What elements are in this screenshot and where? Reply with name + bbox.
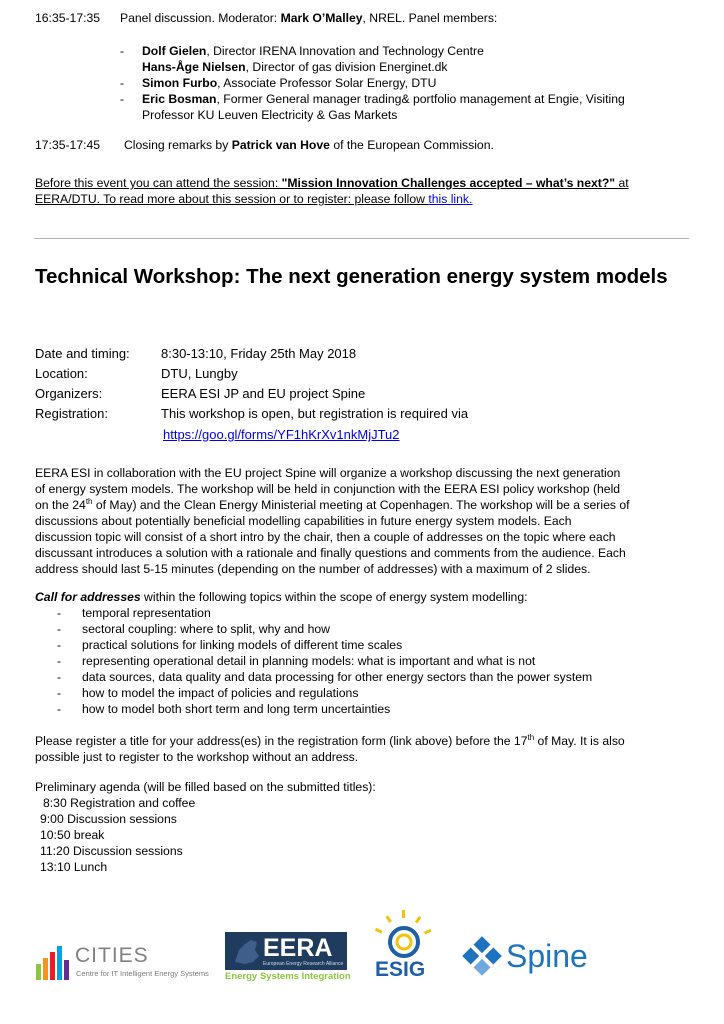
panel-member [142,59,448,75]
member-role: , Director IRENA Innovation and Technology Centre [206,44,484,58]
agenda-item: 10:50 break [40,828,105,842]
call-for-addresses [35,589,695,605]
esig-name: ESIG [375,958,426,981]
session-title: "Mission Innovation Challenges accepted – what’s next?" [281,176,616,190]
agenda-item: 9:00 Discussion sessions [40,812,177,826]
moderator-name: Mark O’Malley [280,11,363,25]
this-link[interactable]: this link. [428,192,473,206]
intro-line: of energy system models. The workshop will be held in conjunction with the EERA ESI policy workshop (held [35,482,621,496]
member-role: , Associate Professor Solar Energy, DTU [217,76,437,90]
call-rest: within the following topics within the scope of energy system modelling: [140,590,528,604]
pre-event-text: Before this event you can attend the session: [35,176,282,190]
workshop-title: Technical Workshop: The next generation energy system models [35,265,668,288]
pre-event-text2: EERA/DTU. To read more about this session or to register: please follow [35,192,429,206]
panel-member-bullet: - [120,76,125,90]
register-paragraph [35,733,695,765]
eera-name: EERA [263,934,333,962]
cities-bars-icon [33,942,73,982]
field-value-location: DTU, Lungby [161,366,238,381]
panel-member-role-cont: Professor KU Leuven Electricity & Gas Markets [142,108,398,122]
intro-line: discussions about potentially beneficial modelling capabilities in future energy system models. Each [35,514,572,528]
registration-link[interactable]: https://goo.gl/forms/YF1hKrXv1nkMjJTu2 [163,427,400,442]
member-role: , Director of gas division Energinet.dk [245,60,448,74]
member-name: Simon Furbo [142,76,218,90]
divider [34,238,689,239]
intro-line: address should last 5-15 minutes (depending on the number of addresses) with a maximum of 2 slides. [35,562,591,576]
pre-event-line2 [35,191,472,207]
intro-line [35,497,695,513]
panel-intro-tail: , NREL. Panel members: [362,11,498,25]
topic-text: how to model the impact of policies and regulations [82,686,359,700]
field-label-registration: Registration: [35,406,108,421]
member-name: Hans-Åge Nielsen [142,60,246,74]
member-role: , Former General manager trading& portfolio management at Engie, Visiting [216,92,625,106]
closing-speaker: Patrick van Hove [231,138,330,152]
closing-tail: of the European Commission. [329,138,494,152]
intro-line: discussion topic will consist of a short intro by the chair, then a couple of addresses on the topic where each [35,530,616,544]
superscript: th [527,732,535,742]
europe-map-icon [227,932,265,970]
spine-name: Spine [506,938,588,974]
register-line: possible just to register to the workshop without an address. [35,750,359,764]
field-value-organizers: EERA ESI JP and EU project Spine [161,386,366,401]
eera-subtitle: Energy Systems Integration [225,971,351,982]
field-label-date: Date and timing: [35,346,130,361]
member-name: Dolf Gielen [142,44,207,58]
topic-text: how to model both short term and long term uncertainties [82,702,391,716]
field-value-registration: This workshop is open, but registration is required via [161,406,469,421]
register-line [35,733,695,749]
panel-member-bullet: - [120,92,125,106]
superscript: th [85,496,93,506]
eera-logo [225,932,351,984]
topic-text: sectoral coupling: where to split, why and how [82,622,330,636]
esig-sun-icon [367,908,442,960]
panel-member-bullet: - [120,44,125,58]
agenda-title: Preliminary agenda (will be filled based on the submitted titles): [35,780,376,794]
spine-diamond-icon [460,934,504,978]
panel-member [142,43,484,59]
cities-logo [33,940,223,985]
intro-line: EERA ESI in collaboration with the EU project Spine will organize a workshop discussing the next generation [35,466,621,480]
cities-subtitle: Centre for IT Intelligent Energy Systems [76,969,209,978]
panel-line [35,10,100,26]
topic-text: practical solutions for linking models of different time scales [82,638,403,652]
intro-line: discussant introduces a solution with a rationale and finally questions and comments from the audience. Each [35,546,626,560]
agenda-item: 11:20 Discussion sessions [40,844,183,858]
panel-time: 16:35-17:35 [35,11,101,25]
topic-text: temporal representation [82,606,211,620]
intro-paragraph [35,465,695,577]
closing-remarks [124,137,494,153]
panel-intro-text: Panel discussion. Moderator: [120,11,281,25]
panel-member [142,91,625,107]
topic-text: data sources, data quality and data processing for other energy sectors than the power system [82,670,593,684]
field-value-date: 8:30-13:10, Friday 25th May 2018 [161,346,357,361]
closing-time: 17:35-17:45 [35,138,101,152]
field-label-location: Location: [35,366,88,381]
intro-line3-post: of May) and the Clean Energy Ministerial meeting at Copenhagen. The workshop will be a series of [92,498,630,512]
register-post: of May. It is also [534,734,625,748]
call-bold: Call for addresses [35,590,141,604]
register-pre: Please register a title for your address(es) in the registration form (link above) before the 17 [35,734,528,748]
member-name: Eric Bosman [142,92,217,106]
panel-intro [120,10,497,26]
spine-logo [460,930,590,980]
pre-event-tail: at [615,176,629,190]
agenda-item: 8:30 Registration and coffee [43,796,196,810]
field-label-organizers: Organizers: [35,386,103,401]
eera-tagline: European Energy Research Alliance [263,961,344,967]
pre-event-line1 [35,175,629,191]
eera-banner [225,932,347,970]
intro-line3-pre: on the 24 [35,498,86,512]
esig-logo [367,908,442,984]
closing-text: Closing remarks by [124,138,232,152]
cities-name: CITIES [75,944,149,967]
topic-text: representing operational detail in planning models: what is important and what is not [82,654,536,668]
agenda-item: 13:10 Lunch [40,860,108,874]
panel-member [142,75,436,91]
